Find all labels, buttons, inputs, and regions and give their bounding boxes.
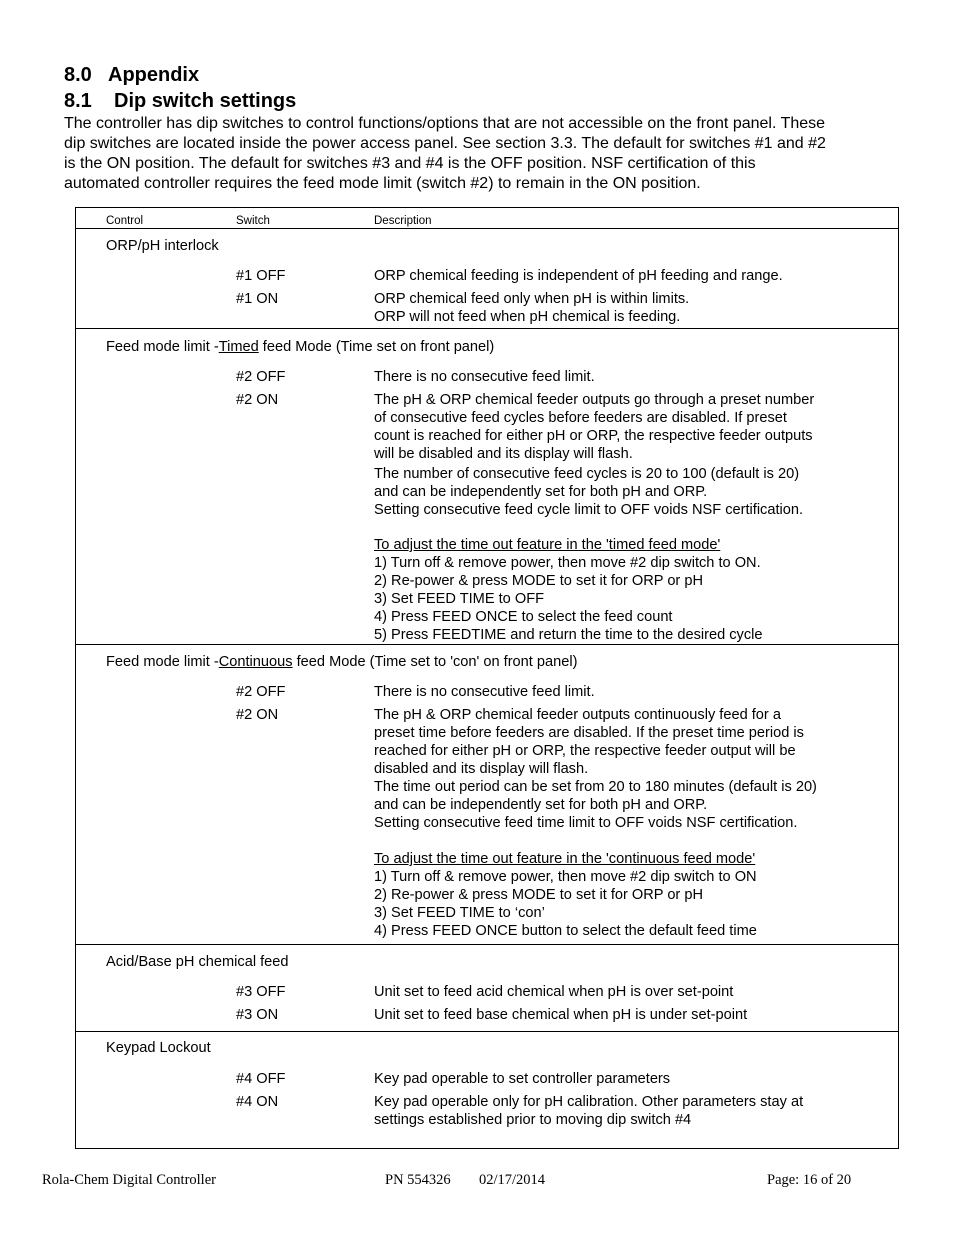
section-divider <box>76 944 898 945</box>
switch-2-off: #2 OFF <box>236 369 286 385</box>
step-line: 3) Set FEED TIME to OFF <box>374 591 545 607</box>
switch-1-on: #1 ON <box>236 291 279 307</box>
desc-line: reached for either pH or ORP, the respective feeder output will be <box>374 743 796 759</box>
control-acid-base: Acid/Base pH chemical feed <box>106 954 289 970</box>
desc-line: count is reached for either pH or ORP, the respective feeder outputs <box>374 428 813 444</box>
intro-paragraph: The controller has dip switches to control functions/options that are not accessible on the front panel. These dip switches are located inside the power access panel. See section 3.3. The default for switches #1 and #2 is the ON position. The default for switches #3 and #4 is the OFF position. NSF certification of this automated controller requires the feed mode limit (switch #2) to remain in the ON position. <box>64 115 826 192</box>
switch-4-off: #4 OFF <box>236 1071 286 1087</box>
desc-3-on: Unit set to feed base chemical when pH is under set-point <box>374 1007 748 1023</box>
desc-line: of consecutive feed cycles before feeders are disabled. If preset <box>374 410 787 426</box>
step-line: 4) Press FEED ONCE button to select the default feed time <box>374 923 757 939</box>
desc-line: and can be independently set for both pH and ORP. <box>374 484 708 500</box>
switch-2-on: #2 ON <box>236 707 279 723</box>
desc-line: settings established prior to moving dip switch #4 <box>374 1112 692 1128</box>
header-control: Control <box>106 215 144 227</box>
step-line: 1) Turn off & remove power, then move #2 dip switch to ON <box>374 869 757 885</box>
control-feed-mode-timed: Feed mode limit -Timed feed Mode (Time set on front panel) <box>106 339 495 355</box>
step-line: 3) Set FEED TIME to ‘con’ <box>374 905 545 921</box>
header-switch: Switch <box>236 215 270 227</box>
switch-1-off: #1 OFF <box>236 268 286 284</box>
control-orp-interlock: ORP/pH interlock <box>106 238 219 254</box>
switch-3-on: #3 ON <box>236 1007 279 1023</box>
desc-line: Setting consecutive feed time limit to OFF voids NSF certification. <box>374 815 798 831</box>
adjust-title-timed: To adjust the time out feature in the 'timed feed mode' <box>374 537 721 553</box>
adjust-title-continuous: To adjust the time out feature in the 'continuous feed mode' <box>374 851 756 867</box>
step-line: 5) Press FEEDTIME and return the time to the desired cycle <box>374 627 763 643</box>
step-line: 2) Re-power & press MODE to set it for ORP or pH <box>374 573 704 589</box>
step-line: 1) Turn off & remove power, then move #2 dip switch to ON. <box>374 555 761 571</box>
switch-4-on: #4 ON <box>236 1094 279 1110</box>
desc-line: preset time before feeders are disabled. If the preset time period is <box>374 725 804 741</box>
desc-line: disabled and its display will flash. <box>374 761 589 777</box>
section-heading-dip-switch: 8.1 Dip switch settings <box>64 90 297 112</box>
footer-part-number: PN 554326 <box>385 1172 451 1188</box>
desc-4-off: Key pad operable to set controller parameters <box>374 1071 671 1087</box>
control-keypad-lockout: Keypad Lockout <box>106 1040 211 1056</box>
desc-line: will be disabled and its display will flash. <box>374 446 633 462</box>
desc-1-on-line: ORP chemical feed only when pH is within limits. <box>374 291 690 307</box>
header-description: Description <box>374 215 432 227</box>
section-divider <box>76 328 898 329</box>
control-feed-mode-continuous: Feed mode limit -Continuous feed Mode (Time set to 'con' on front panel) <box>106 654 578 670</box>
desc-line: Key pad operable only for pH calibration. Other parameters stay at <box>374 1094 804 1110</box>
desc-2-off: There is no consecutive feed limit. <box>374 684 595 700</box>
step-line: 2) Re-power & press MODE to set it for ORP or pH <box>374 887 704 903</box>
footer-date: 02/17/2014 <box>479 1172 546 1188</box>
desc-line: The number of consecutive feed cycles is 20 to 100 (default is 20) <box>374 466 800 482</box>
desc-3-off: Unit set to feed acid chemical when pH is over set-point <box>374 984 734 1000</box>
dip-switch-table <box>75 207 899 1149</box>
footer-page-number: Page: 16 of 20 <box>767 1172 852 1188</box>
switch-3-off: #3 OFF <box>236 984 286 1000</box>
section-divider <box>76 1031 898 1032</box>
desc-line: Setting consecutive feed cycle limit to OFF voids NSF certification. <box>374 502 804 518</box>
footer-document-title: Rola-Chem Digital Controller <box>42 1172 216 1188</box>
switch-2-off: #2 OFF <box>236 684 286 700</box>
section-divider <box>76 644 898 645</box>
section-heading-appendix: 8.0 Appendix <box>64 64 200 86</box>
desc-line: The pH & ORP chemical feeder outputs continuously feed for a <box>374 707 781 723</box>
desc-line: The time out period can be set from 20 to 180 minutes (default is 20) <box>374 779 817 795</box>
desc-line: The pH & ORP chemical feeder outputs go through a preset number <box>374 392 815 408</box>
desc-1-on-line: ORP will not feed when pH chemical is feeding. <box>374 309 681 325</box>
desc-2-off: There is no consecutive feed limit. <box>374 369 595 385</box>
header-divider <box>76 228 898 229</box>
switch-2-on: #2 ON <box>236 392 279 408</box>
step-line: 4) Press FEED ONCE to select the feed count <box>374 609 673 625</box>
desc-1-off: ORP chemical feeding is independent of pH feeding and range. <box>374 268 783 284</box>
desc-line: and can be independently set for both pH and ORP. <box>374 797 708 813</box>
